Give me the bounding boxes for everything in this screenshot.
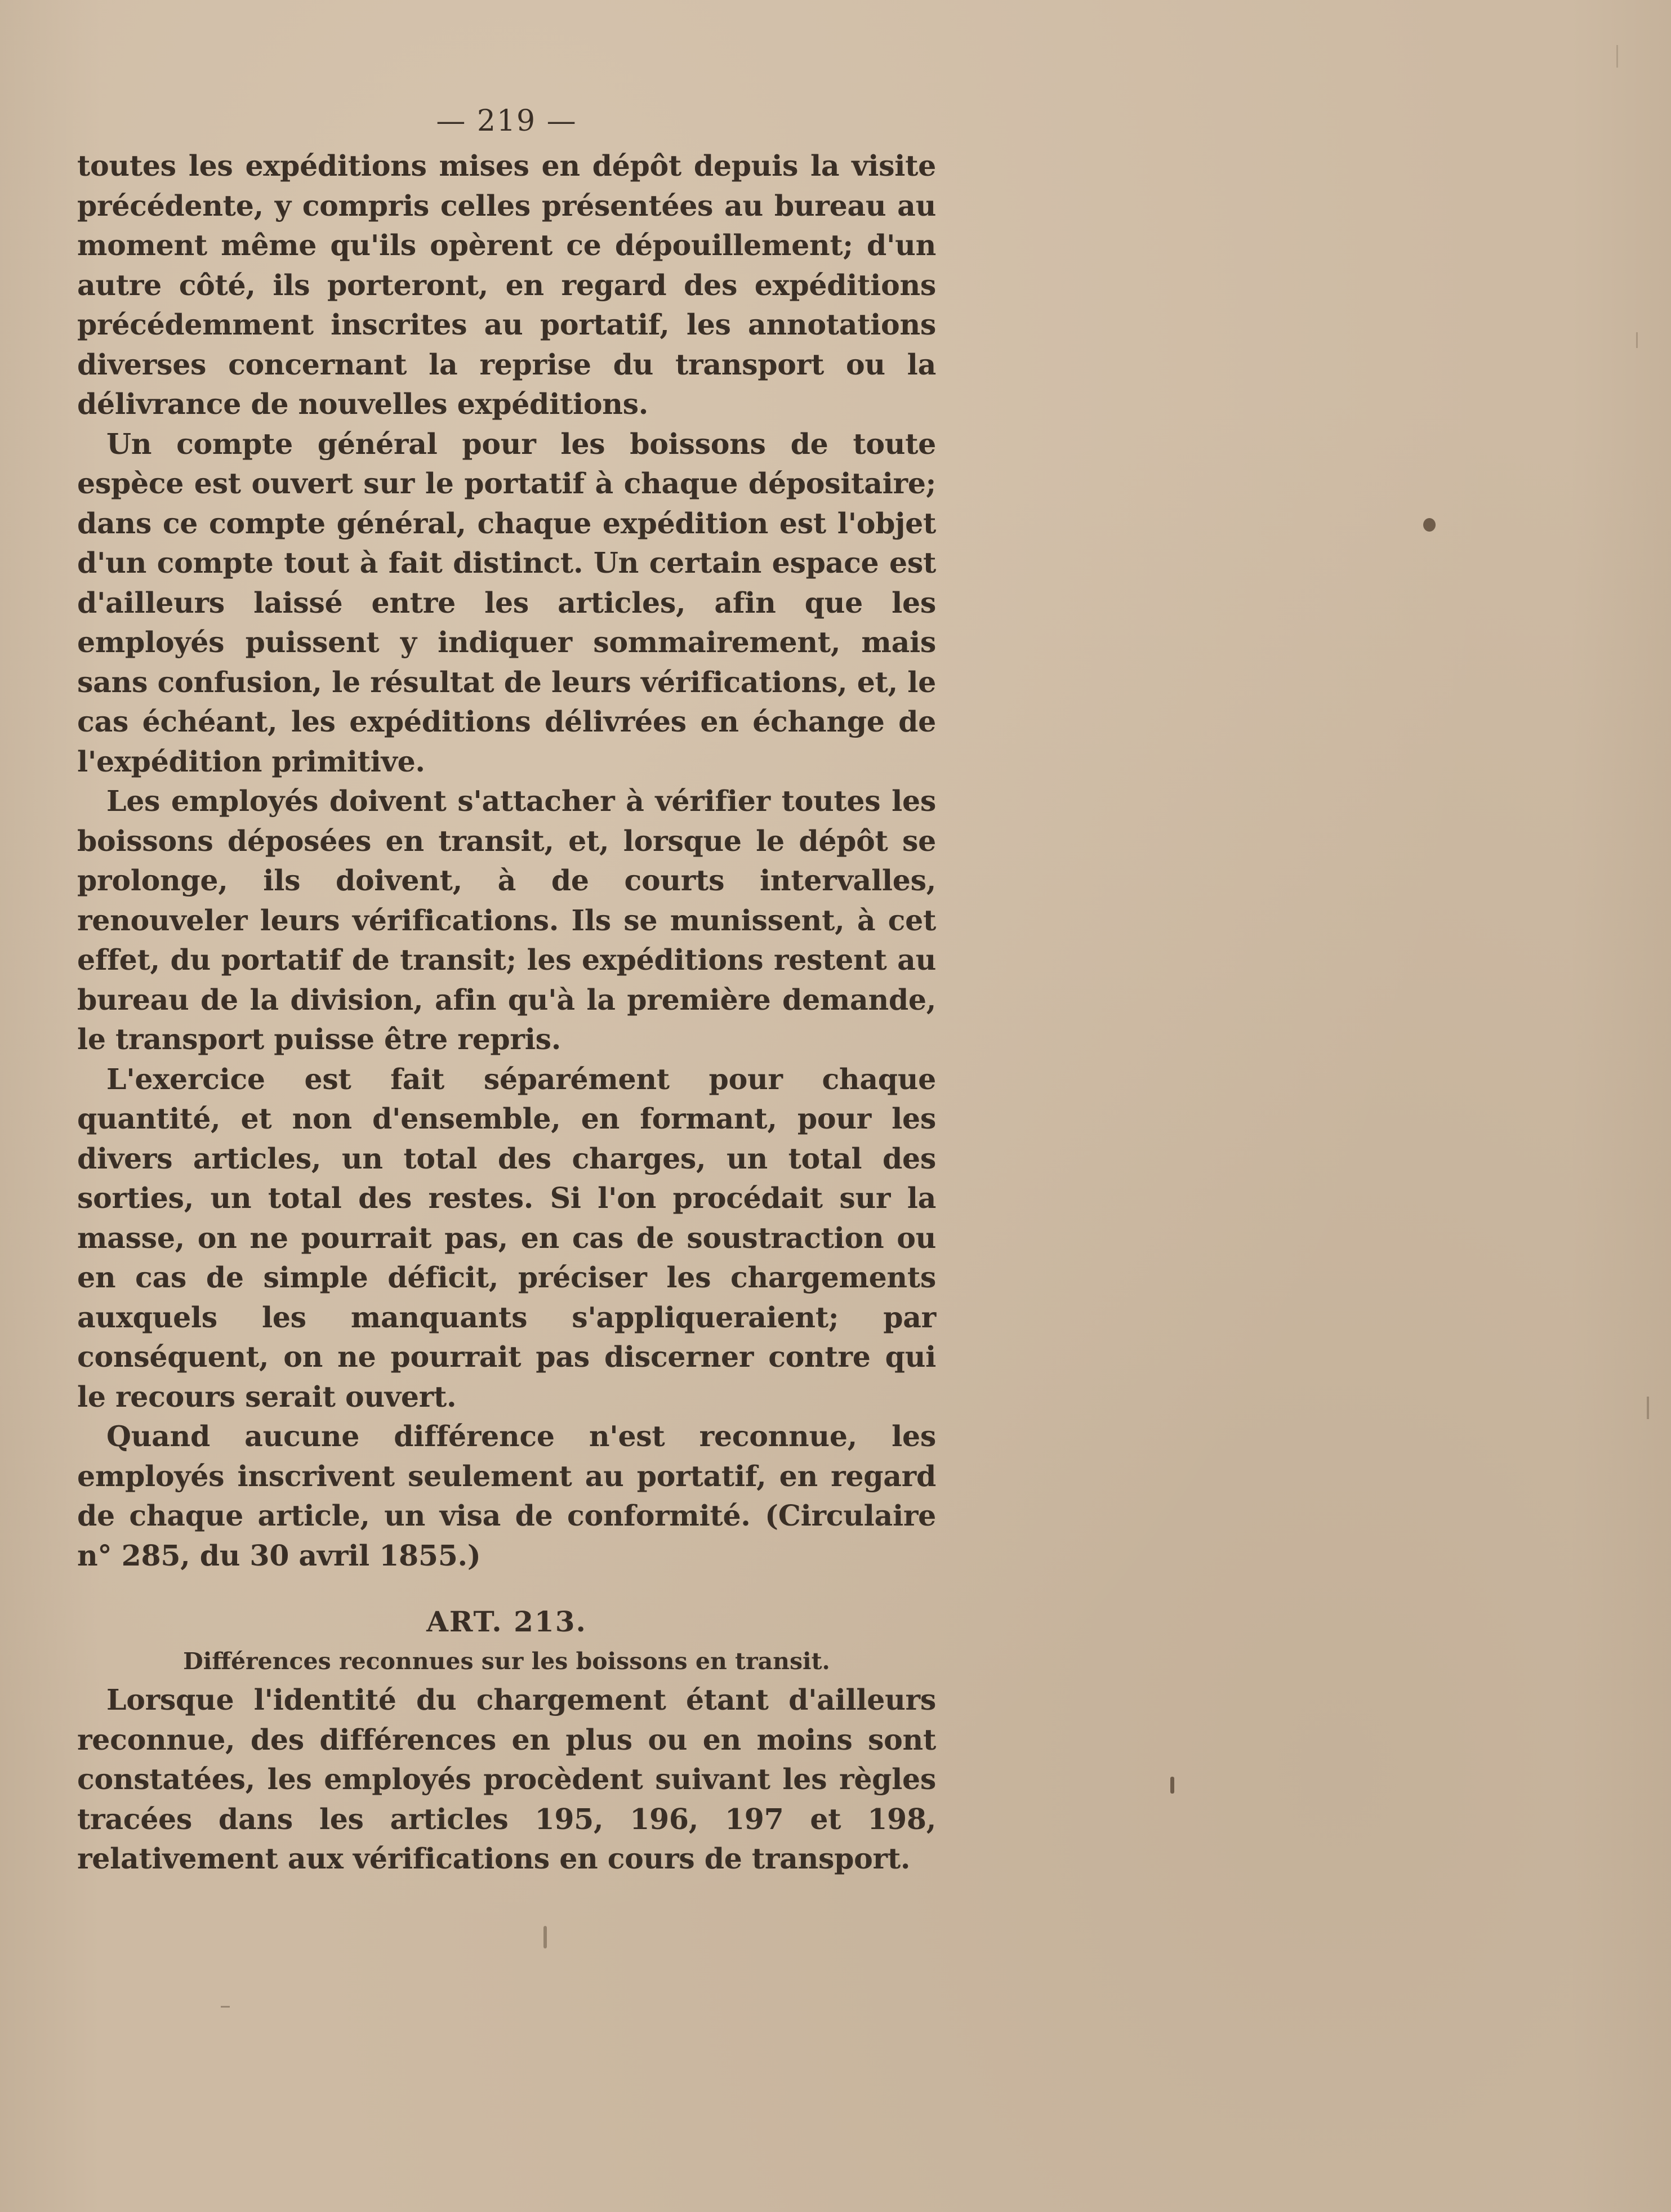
page-number: — 219 — — [436, 104, 577, 138]
article-title: ART. 213. — [426, 1605, 587, 1638]
article-body: Lorsque l'identité du chargement étant d'ailleurs reconnue, des différences en plus ou en moins sont constatées, les employés procèdent suivant les règles tracées dans les articles 195, 196, 197 et 198, relativement aux vérifications en cours de transport. — [77, 1683, 936, 1875]
paragraph-visa-conformite: Quand aucune différence n'est reconnue, les employés inscrivent seulement au portatif, en regard de chaque article, un visa de conformité. (Circulaire n° 285, du 30 avril 1855.) — [77, 1420, 936, 1572]
paper-spot — [543, 1926, 547, 1948]
paper-spot — [1423, 518, 1436, 532]
paragraph-continuation: toutes les expéditions mises en dépôt depuis la visite précédente, y compris celles présentées au bureau au moment même qu'ils opèrent ce dépouillement; d'un autre côté, ils porteront, en regard des expéditions précédemment inscrites au portatif, les annotations diverses concernant la reprise du transport ou la délivrance de nouvelles expéditions. — [77, 149, 936, 421]
paper-mark — [1647, 1397, 1649, 1419]
paper-mark — [221, 2006, 230, 2008]
paragraph-exercice: L'exercice est fait séparément pour chaque quantité, et non d'ensemble, en formant, pour les divers articles, un total des charges, un total des sorties, un total des restes. Si l'on procédait sur la masse, on ne pourrait pas, en cas de soustraction ou en cas de simple déficit, préciser les chargements auxquels les manquants s'appliqueraient; par conséquent, on ne pourrait pas discerner contre qui le recours serait ouvert. — [77, 1062, 936, 1413]
text-column — [77, 96, 936, 1879]
article-subtitle: Différences reconnues sur les boissons en transit. — [183, 1648, 830, 1675]
paragraph-compte-general: Un compte général pour les boissons de toute espèce est ouvert sur le portatif à chaque dépositaire; dans ce compte général, chaque expédition est l'objet d'un compte tout à fait distinct. Un certain espace est d'ailleurs laissé entre les articles, afin que les employés puissent y indiquer sommairement, mais sans confusion, le résultat de leurs vérifications, et, le cas échéant, les expéditions délivrées en échange de l'expédition primitive. — [77, 427, 936, 778]
paper-mark — [1616, 45, 1618, 68]
paper-spot — [1170, 1777, 1174, 1794]
paragraph-verifications: Les employés doivent s'attacher à vérifier toutes les boissons déposées en transit, et, lorsque le dépôt se prolonge, ils doivent, à de courts intervalles, renouveler leurs vérifications. Ils se munissent, à cet effet, du portatif de transit; les expéditions restent au bureau de la division, afin qu'à la première demande, le transport puisse être repris. — [77, 784, 936, 1056]
paper-mark — [1636, 332, 1638, 348]
